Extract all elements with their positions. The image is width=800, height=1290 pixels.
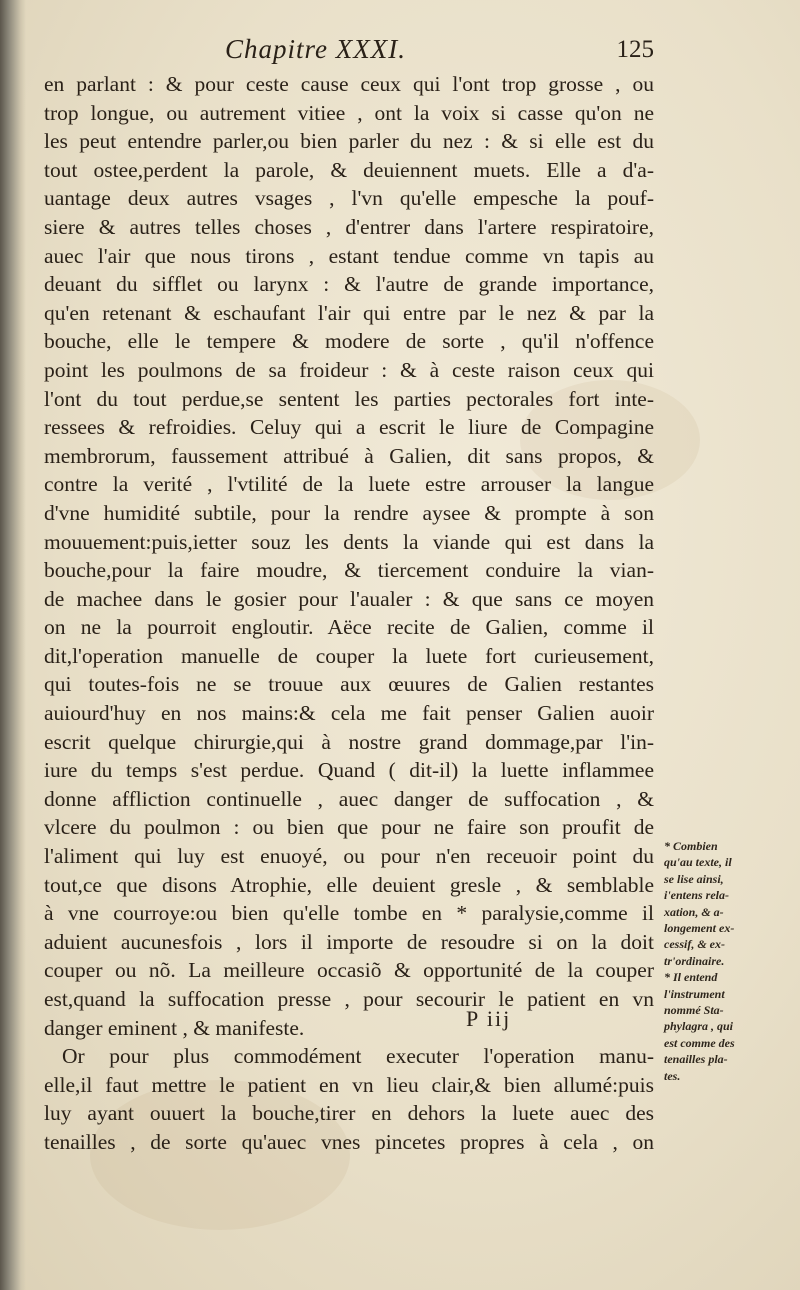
marginal-line: tenailles pla- bbox=[664, 1052, 728, 1067]
text-line: d'vne humidité subtile, pour la rendre aysee & prompte à son bbox=[44, 500, 654, 525]
text-line: auiourd'huy en nos mains:& cela me fait penser Galien auoir bbox=[44, 701, 654, 726]
text-line: donne affliction continuelle , auec danger de suffocation , & bbox=[44, 786, 654, 811]
marginal-line: nommé Sta- bbox=[664, 1003, 724, 1018]
marginal-line: tes. bbox=[664, 1068, 681, 1083]
page-number: 125 bbox=[616, 36, 654, 63]
text-line: trop longue, ou autrement vitiee , ont la voix si casse qu'on ne bbox=[44, 100, 654, 125]
text-line: ressees & refroidies. Celuy qui a escrit le liure de Compagine bbox=[44, 415, 654, 440]
text-line: escrit quelque chirurgie,qui à nostre grand dommage,par l'in- bbox=[44, 729, 654, 754]
text-line: point les poulmons de sa froideur : & à ceste raison ceux qui bbox=[44, 357, 654, 382]
text-line: danger eminent , & manifeste. bbox=[44, 1015, 305, 1040]
text-line: membrorum, faussement attribué à Galien, dit sans propos, & bbox=[44, 443, 654, 468]
text-line: deuant du sifflet ou larynx : & l'autre de grande importance, bbox=[44, 272, 654, 297]
text-line: de machee dans le gosier pour l'aualer : & que sans ce moyen bbox=[44, 586, 654, 611]
main-text-block bbox=[44, 70, 654, 1157]
marginal-note bbox=[664, 838, 782, 1084]
marginal-line: l'instrument bbox=[664, 986, 725, 1001]
text-line: mouuement:puis,ietter souz les dents la viande qui est dans la bbox=[44, 529, 654, 554]
text-line: on ne la pourroit engloutir. Aëce recite de Galien, comme il bbox=[44, 615, 654, 640]
text-line: en parlant : & pour ceste cause ceux qui l'ont trop grosse , ou bbox=[44, 72, 654, 96]
text-line: elle,il faut mettre le patient en vn lieu clair,& bien allumé:puis bbox=[44, 1072, 654, 1097]
text-line: uantage deux autres vsages , l'vn qu'elle empesche la pouf- bbox=[44, 186, 654, 211]
text-line: tout,ce que disons Atrophie, elle deuient gresle , & semblable bbox=[44, 872, 654, 897]
marginal-line: * Il entend bbox=[664, 970, 718, 985]
marginal-line: phylagra , qui bbox=[664, 1019, 734, 1034]
text-line: luy ayant ouuert la bouche,tirer en dehors la luete auec des bbox=[44, 1101, 654, 1126]
text-line: l'ont du tout perdue,se sentent les parties pectorales fort inte- bbox=[44, 386, 654, 411]
text-line: qu'en retenant & eschaufant l'air qui entre par le nez & par la bbox=[44, 300, 654, 325]
text-line: bouche, elle le tempere & modere de sorte , qu'il n'offence bbox=[44, 329, 654, 354]
signature-mark: P iij bbox=[466, 1006, 512, 1031]
marginal-line: tr'ordinaire. bbox=[664, 953, 725, 968]
text-line: qui toutes-fois ne se trouue aux œuures de Galien restantes bbox=[44, 672, 654, 697]
text-line: auec l'air que nous tirons , estant tendue comme vn tapis au bbox=[44, 243, 654, 268]
text-line: à vne courroye:ou bien qu'elle tombe en * paralysie,comme il bbox=[44, 901, 654, 926]
text-line: l'aliment qui luy est enuoyé, ou pour n'en receuoir point du bbox=[44, 844, 654, 869]
marginal-line: * Combien bbox=[664, 839, 718, 853]
marginal-line: cessif, & ex- bbox=[664, 937, 725, 952]
page-header bbox=[40, 34, 660, 70]
paragraph-start-line: Or pour plus commodément executer l'operation manu- bbox=[62, 1044, 654, 1069]
text-line: dit,l'operation manuelle de couper la luete fort curieusement, bbox=[44, 643, 654, 668]
text-line: iure du temps s'est perdue. Quand ( dit-il) la luette inflammee bbox=[44, 758, 654, 783]
marginal-line: qu'au texte, il bbox=[664, 855, 732, 870]
text-line: aduient aucunesfois , lors il importe de resoudre si on la doit bbox=[44, 929, 654, 954]
text-line: tenailles , de sorte qu'auec vnes pincetes propres à cela , on bbox=[44, 1129, 654, 1154]
running-title: Chapitre XXXI. bbox=[225, 34, 406, 64]
text-line: contre la verité , l'vtilité de la luete estre arrouser la langue bbox=[44, 472, 654, 497]
marginal-line: se lise ainsi, bbox=[664, 871, 724, 886]
book-binding-shadow bbox=[0, 0, 26, 1290]
text-line: tout ostee,perdent la parole, & deuiennent muets. Elle a d'a- bbox=[44, 157, 654, 182]
text-line: les peut entendre parler,ou bien parler du nez : & si elle est du bbox=[44, 129, 654, 154]
marginal-line: xation, & a- bbox=[664, 904, 724, 919]
text-line: est,quand la suffocation presse , pour secourir le patient en vn bbox=[44, 987, 654, 1011]
text-line: vlcere du poulmon : ou bien que pour ne faire son proufit de bbox=[44, 815, 654, 840]
text-line: bouche,pour la faire moudre, & tiercement conduire la vian- bbox=[44, 558, 654, 583]
marginal-line: est comme des bbox=[664, 1035, 735, 1050]
text-line: siere & autres telles choses , d'entrer dans l'artere respiratoire, bbox=[44, 214, 654, 239]
text-line: couper ou nõ. La meilleure occasiõ & opportunité de la couper bbox=[44, 958, 654, 983]
marginal-line: longement ex- bbox=[664, 921, 735, 936]
marginal-line: i'entens rela- bbox=[664, 888, 729, 903]
